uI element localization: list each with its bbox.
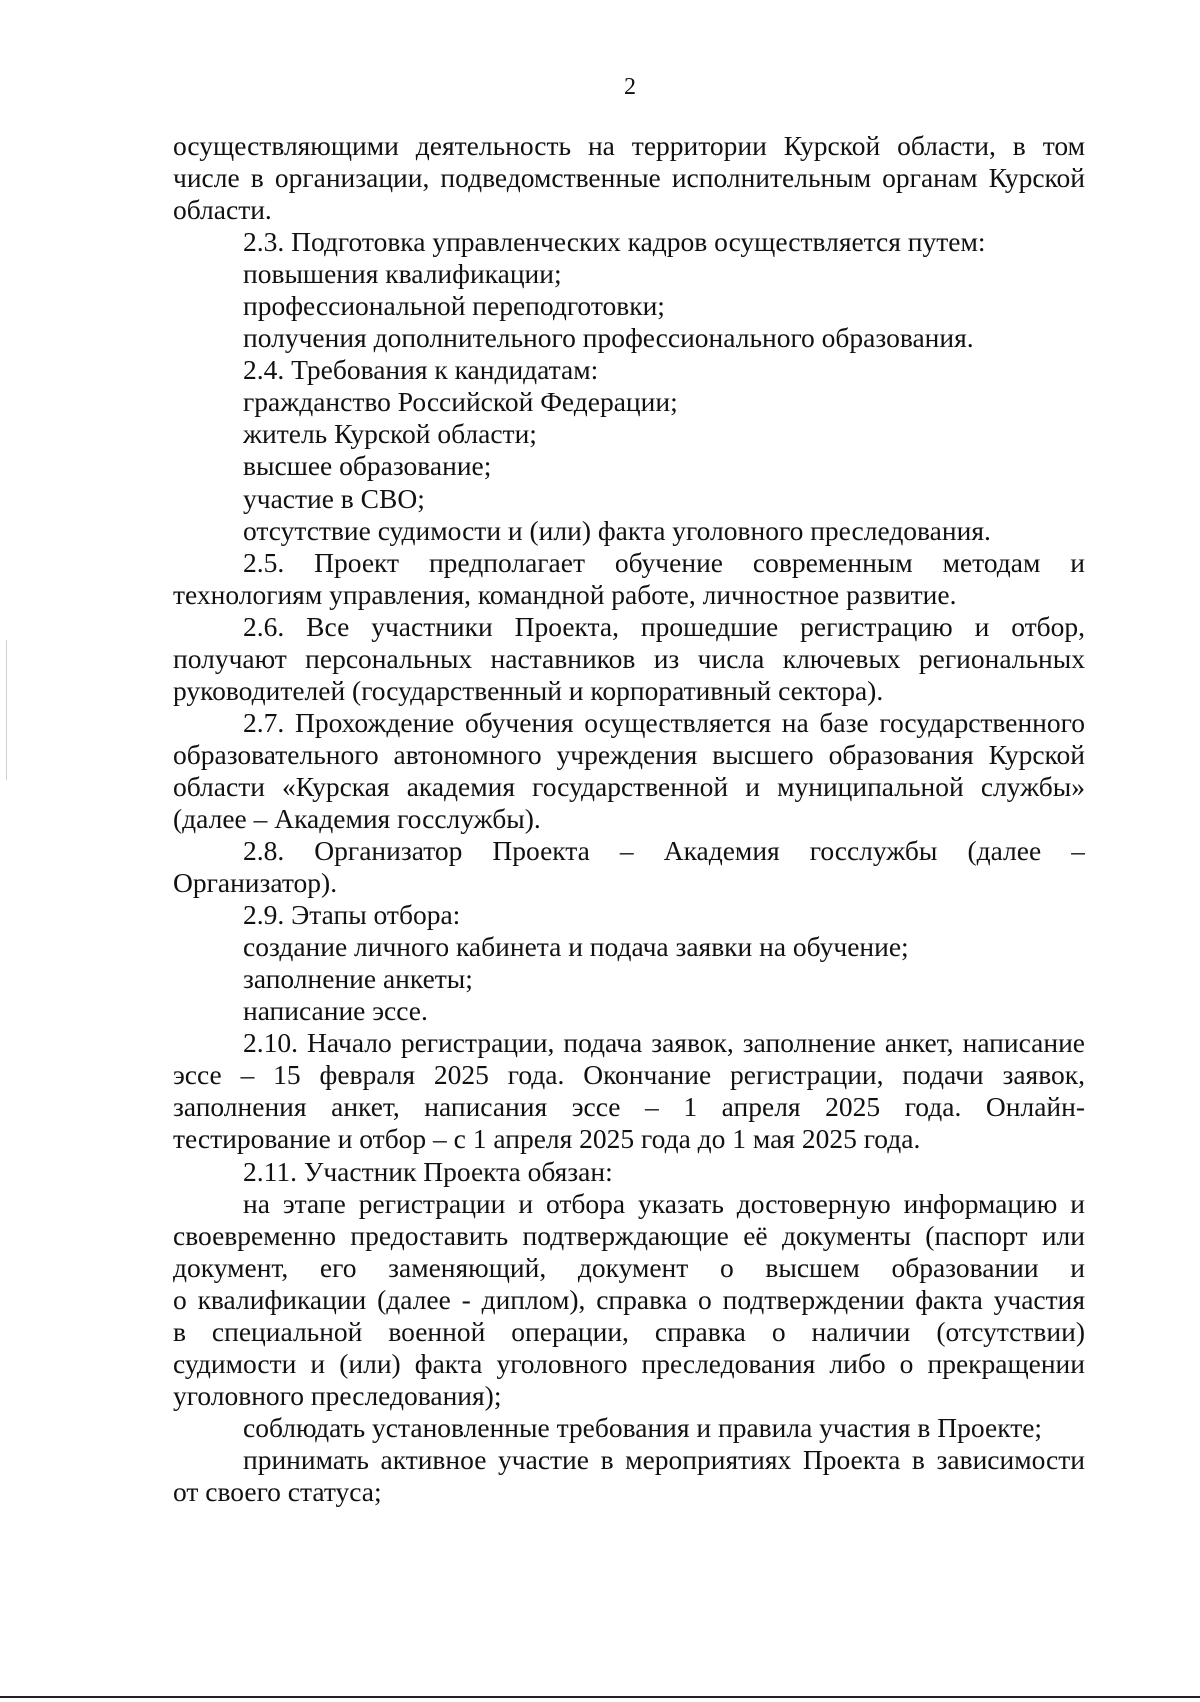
text-line: тестирование и отбор – с 1 апреля 2025 года до 1 мая 2025 года.: [173, 1123, 921, 1155]
text-line: повышения квалификации;: [243, 258, 562, 290]
text-line: написание эссе.: [243, 995, 428, 1027]
text-line: 2.8. Организатор Проекта – Академия госслужбы (далее –: [243, 835, 1085, 867]
text-line: числе в организации, подведомственные исполнительным органам Курской: [173, 162, 1085, 194]
text-line: 2.4. Требования к кандидатам:: [243, 354, 599, 386]
text-line: на этапе регистрации и отбора указать достоверную информацию и: [243, 1187, 1085, 1219]
text-line: от своего статуса;: [173, 1475, 382, 1507]
text-line: участие в СВО;: [243, 482, 425, 514]
text-line: высшее образование;: [243, 450, 492, 482]
text-line: 2.3. Подготовка управленческих кадров осуществляется путем:: [243, 226, 986, 258]
text-line: документ, его заменяющий, документ о высшем образовании и: [173, 1251, 1085, 1283]
text-line: соблюдать установленные требования и правила участия в Проекте;: [243, 1411, 1043, 1443]
text-line: 2.5. Проект предполагает обучение современным методам и: [243, 546, 1085, 578]
text-line: отсутствие судимости и (или) факта уголовного преследования.: [243, 514, 991, 546]
text-line: заполнение анкеты;: [243, 963, 473, 995]
text-line: уголовного преследования);: [173, 1379, 502, 1411]
text-line: своевременно предоставить подтверждающие её документы (паспорт или: [173, 1219, 1085, 1251]
text-line: 2.11. Участник Проекта обязан:: [243, 1155, 613, 1187]
document-body: [173, 130, 1085, 1508]
text-line: 2.9. Этапы отбора:: [243, 899, 461, 931]
text-line: 2.6. Все участники Проекта, прошедшие регистрацию и отбор,: [243, 610, 1085, 642]
text-line: Организатор).: [173, 867, 338, 899]
text-line: заполнения анкет, написания эссе – 1 апреля 2025 года. Онлайн-: [173, 1091, 1085, 1123]
text-line: создание личного кабинета и подача заявки на обучение;: [243, 931, 909, 963]
text-line: области «Курская академия государственной и муниципальной службы»: [173, 770, 1085, 802]
text-line: получают персональных наставников из числа ключевых региональных: [173, 642, 1085, 674]
scan-edge-left: [6, 640, 7, 780]
text-line: эссе – 15 февраля 2025 года. Окончание регистрации, подачи заявок,: [173, 1059, 1085, 1091]
text-line: осуществляющими деятельность на территории Курской области, в том: [173, 130, 1085, 161]
text-line: житель Курской области;: [243, 418, 537, 450]
text-line: судимости и (или) факта уголовного преследования либо о прекращении: [173, 1347, 1085, 1379]
text-line: принимать активное участие в мероприятиях Проекта в зависимости: [243, 1443, 1085, 1475]
text-line: о квалификации (далее - диплом), справка о подтверждении факта участия: [173, 1283, 1085, 1315]
text-line: 2.10. Начало регистрации, подача заявок, заполнение анкет, написание: [243, 1027, 1085, 1059]
text-line: профессиональной переподготовки;: [243, 290, 665, 322]
text-line: гражданство Российской Федерации;: [243, 386, 678, 418]
text-line: 2.7. Прохождение обучения осуществляется на базе государственного: [243, 706, 1085, 738]
text-line: руководителей (государственный и корпоративный сектора).: [173, 674, 884, 706]
scan-edge-bottom: [0, 1696, 1200, 1698]
text-line: области.: [173, 194, 272, 226]
text-line: технологиям управления, командной работе, личностное развитие.: [173, 578, 957, 610]
page-number: 2: [624, 74, 636, 100]
text-line: (далее – Академия госслужбы).: [173, 802, 541, 834]
text-line: образовательного автономного учреждения высшего образования Курской: [173, 738, 1085, 770]
text-line: в специальной военной операции, справка о наличии (отсутствии): [173, 1315, 1085, 1347]
text-line: получения дополнительного профессионального образования.: [243, 322, 974, 354]
